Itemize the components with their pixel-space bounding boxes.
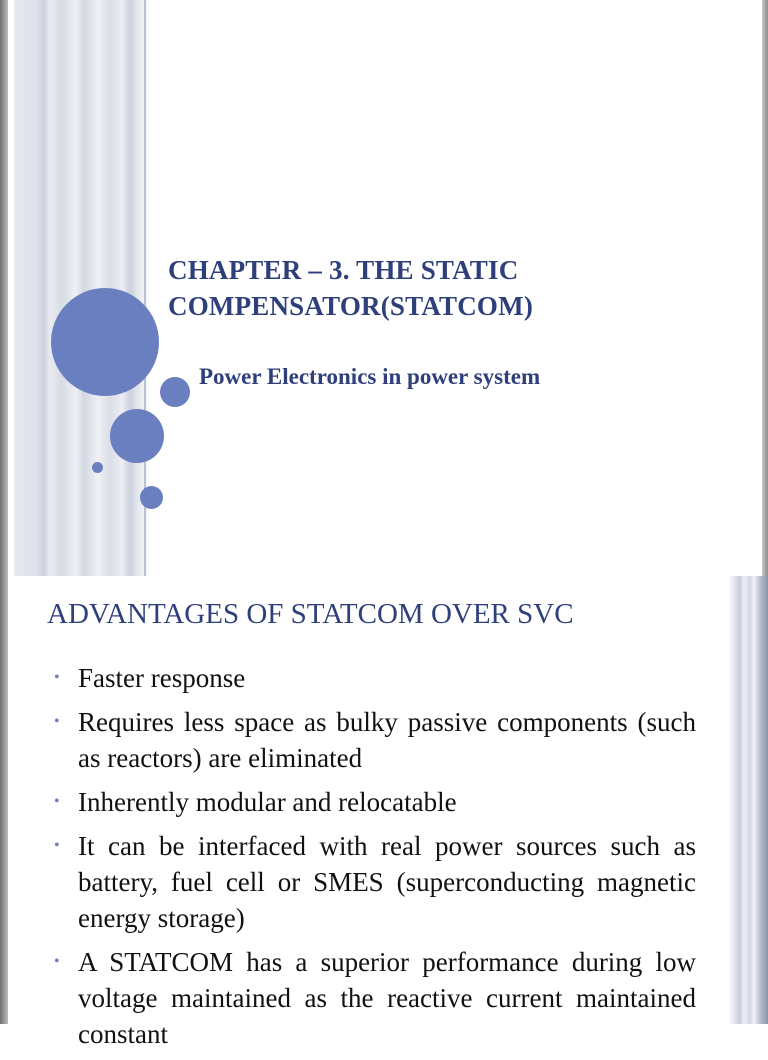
list-item-text: A STATCOM has a superior performance during low voltage maintained as the reactive current maintained constant — [78, 947, 696, 1049]
slide-title-line-2: COMPENSATOR(STATCOM) — [168, 291, 534, 321]
slide-heading: ADVANTAGES OF STATCOM OVER SVC — [47, 598, 574, 630]
slide-left-edge — [0, 0, 8, 576]
list-item — [50, 828, 696, 936]
bullet-icon: • — [54, 669, 60, 686]
list-item-text: It can be interfaced with real power sources such as battery, fuel cell or SMES (superconducting magnetic energy storage) — [78, 831, 696, 933]
list-item — [50, 660, 696, 696]
slide-title — [168, 252, 728, 324]
slide-subtitle: Power Electronics in power system — [199, 364, 541, 389]
bullet-icon: • — [54, 793, 60, 810]
decorative-stripes — [14, 0, 150, 576]
bullet-icon: • — [54, 953, 60, 970]
list-item-text: Inherently modular and relocatable — [78, 787, 457, 817]
list-item — [50, 784, 696, 820]
list-item-text: Faster response — [78, 663, 246, 693]
slide-title-line-1: CHAPTER – 3. THE STATIC — [168, 255, 519, 285]
content-slide — [0, 576, 768, 1049]
list-item-text: Requires less space as bulky passive components (such as reactors) are eliminated — [78, 707, 696, 773]
small-circle-decoration-bottom — [140, 486, 163, 509]
list-item — [50, 704, 696, 776]
medium-circle-decoration — [110, 409, 164, 463]
slide-left-edge — [0, 576, 8, 1024]
large-circle-decoration — [51, 288, 159, 396]
tiny-circle-decoration — [92, 462, 103, 473]
bullet-icon: • — [54, 713, 60, 730]
bullet-icon: • — [54, 837, 60, 854]
list-item — [50, 944, 696, 1052]
decorative-stripes — [728, 576, 768, 1024]
small-circle-decoration — [160, 377, 190, 407]
bullet-list — [50, 660, 696, 1060]
slide-right-edge — [762, 0, 768, 576]
